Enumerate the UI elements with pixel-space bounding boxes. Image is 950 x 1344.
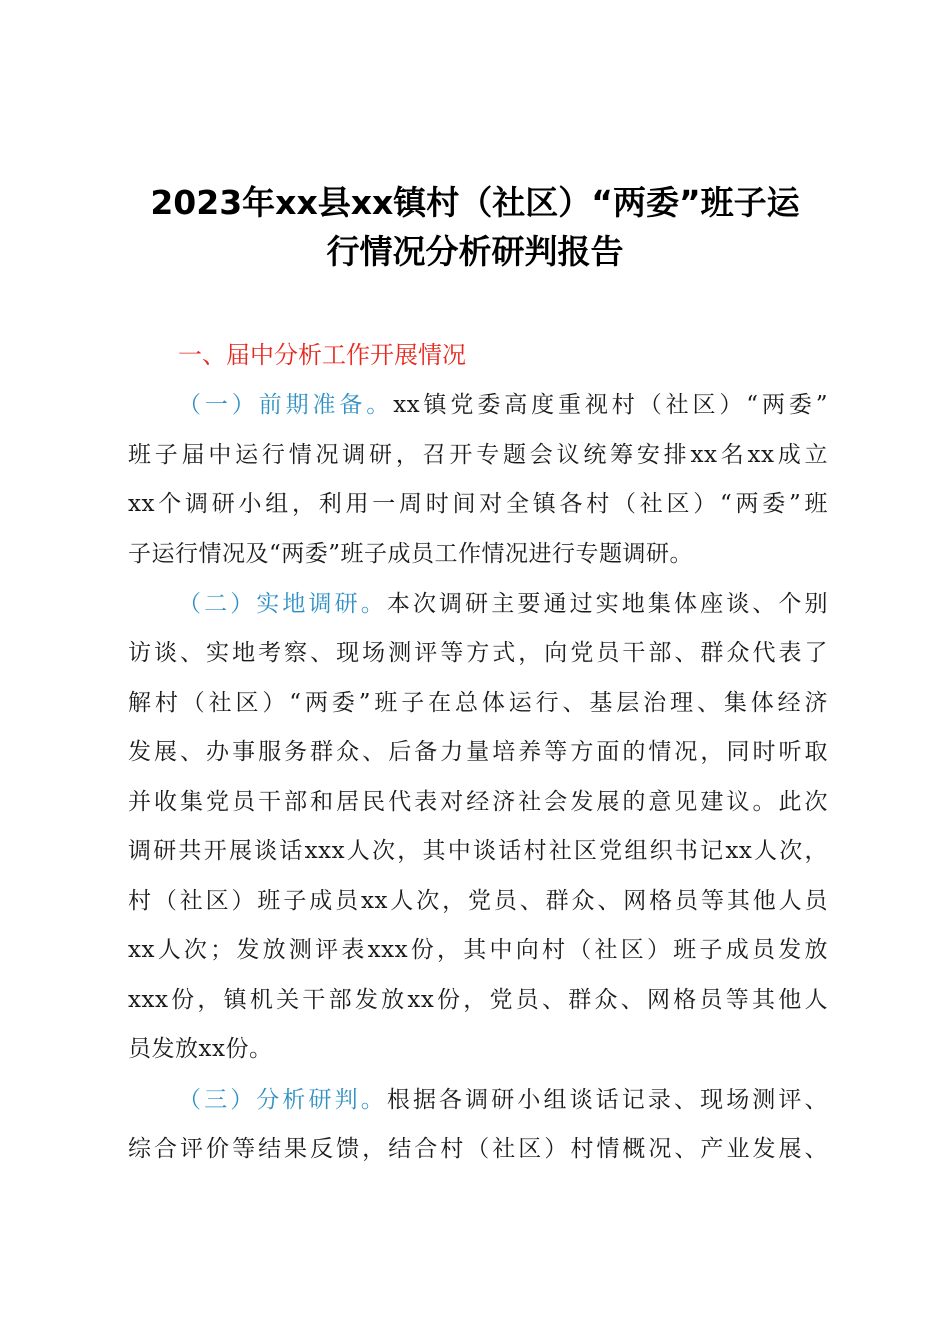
paragraph-2-line-2: 访谈、实地考察、现场测评等方式，向党员干部、群众代表了 — [128, 640, 828, 666]
paragraph-2-line-4: 发展、办事服务群众、后备力量培养等方面的情况，同时听取 — [128, 739, 828, 765]
paragraph-1-line-1 — [178, 381, 828, 431]
paragraph-1-line-3: xx个调研小组，利用一周时间对全镇各村（社区）“两委”班 — [128, 491, 828, 517]
paragraph-1-line-2: 班子届中运行情况调研，召开专题会议统筹安排xx名xx成立 — [128, 442, 828, 468]
paragraph-1-line-4: 子运行情况及“两委”班子成员工作情况进行专题调研。 — [128, 541, 694, 567]
subheading-analysis: （三）分析研判。 — [178, 1087, 387, 1113]
paragraph-3-line-1 — [178, 1076, 828, 1126]
paragraph-2-line-5: 并收集党员干部和居民代表对经济社会发展的意见建议。此次 — [128, 789, 828, 815]
document-title-line-2: 行情况分析研判报告 — [326, 232, 624, 271]
paragraph-2-line-1 — [178, 580, 828, 630]
paragraph-text: xx镇党委高度重视村（社区）“两委” — [393, 392, 829, 418]
paragraph-2-line-8: xx人次；发放测评表xxx份，其中向村（社区）班子成员发放 — [128, 937, 828, 963]
paragraph-text: 本次调研主要通过实地集体座谈、个别 — [386, 591, 829, 617]
paragraph-2-line-6: 调研共开展谈话xxx人次，其中谈话村社区党组织书记xx人次， — [128, 838, 828, 864]
subheading-preparation: （一）前期准备。 — [178, 392, 394, 418]
paragraph-text: 根据各调研小组谈话记录、现场测评、 — [386, 1087, 829, 1113]
paragraph-2-line-10: 员发放xx份。 — [128, 1036, 273, 1062]
document-title-line-1: 2023年xx县xx镇村（社区）“两委”班子运 — [150, 183, 800, 222]
paragraph-2-line-7: 村（社区）班子成员xx人次，党员、群众、网格员等其他人员 — [128, 888, 828, 914]
paragraph-2-line-9: xxx份，镇机关干部发放xx份，党员、群众、网格员等其他人 — [128, 987, 828, 1013]
paragraph-2-line-3: 解村（社区）“两委”班子在总体运行、基层治理、集体经济 — [128, 690, 828, 716]
section-heading: 一、届中分析工作开展情况 — [178, 341, 466, 369]
paragraph-3-line-2: 综合评价等结果反馈，结合村（社区）村情概况、产业发展、 — [128, 1136, 828, 1162]
subheading-field-research: （二）实地调研。 — [178, 591, 387, 617]
